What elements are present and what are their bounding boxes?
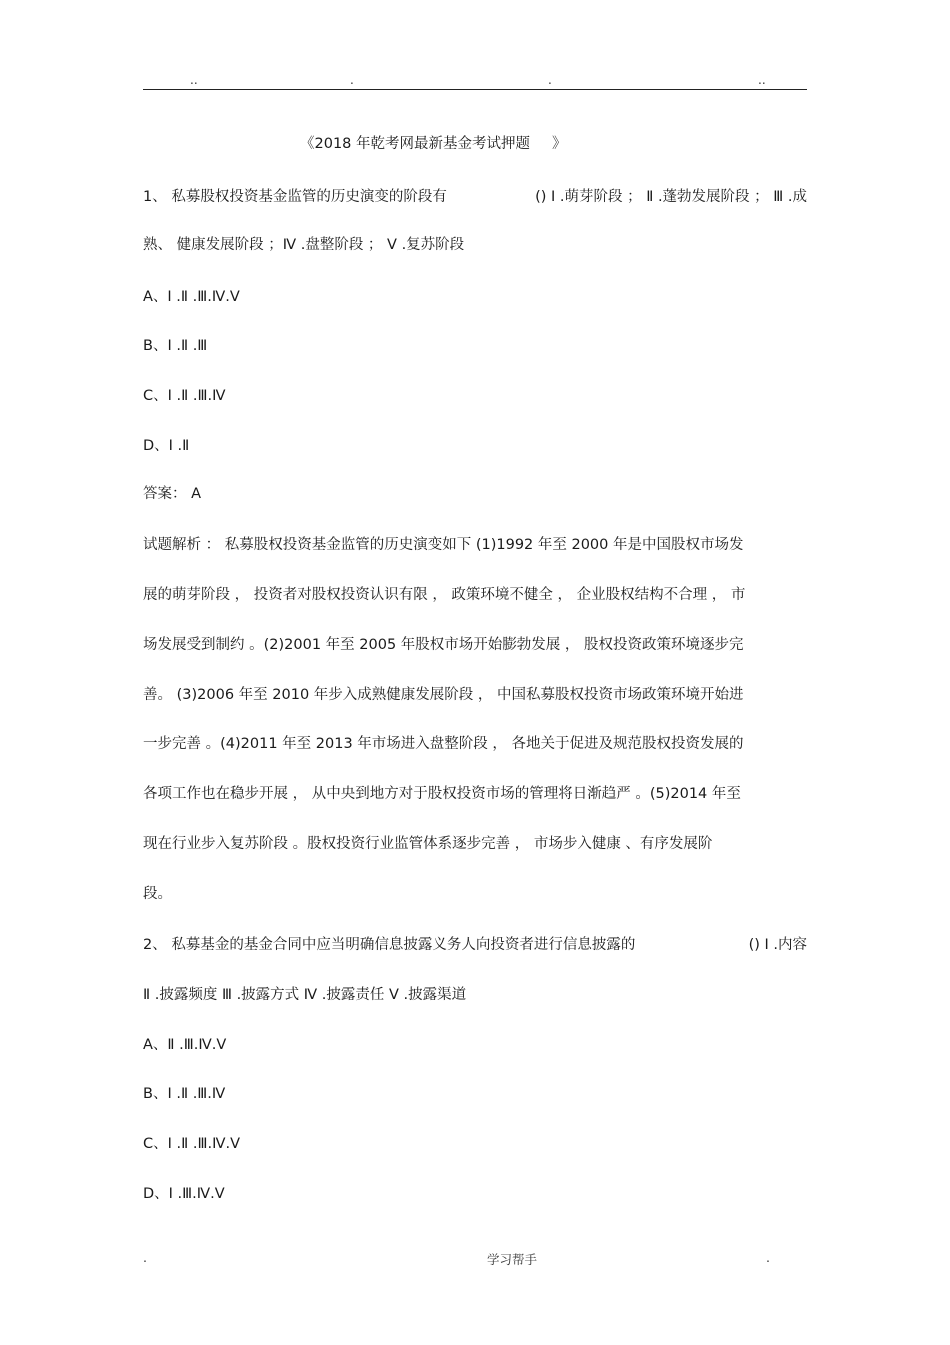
analysis-line: 展的萌芽阶段 ， 投资者对股权投资认识有限 ， 政策环境不健全 ， 企业股权结构不合理 ， 市 (143, 587, 746, 603)
question-1-option-c: C、Ⅰ .Ⅱ .Ⅲ.Ⅳ (143, 388, 226, 404)
analysis-line: 场发展受到制约 。(2)2001 年至 2005 年股权市场开始膨勃发展 ， 股权投资政策环境逐步完 (143, 637, 744, 653)
analysis-line: 试题解析 ： 私募股权投资基金监管的历史演变如下 (1)1992 年至 2000 年是中国股权市场发 (143, 537, 744, 553)
question-1-stem-continued: () Ⅰ .萌芽阶段 ； Ⅱ .蓬勃发展阶段 ； Ⅲ .成 (535, 189, 807, 205)
header-dot: . (548, 73, 552, 87)
analysis-line: 一步完善 。(4)2011 年至 2013 年市场进入盘整阶段 ， 各地关于促进及规范股权投资发展的 (143, 736, 744, 752)
question-1-option-d: D、Ⅰ .Ⅱ (143, 438, 190, 454)
question-2-option-a: A、Ⅱ .Ⅲ.Ⅳ.Ⅴ (143, 1037, 227, 1053)
page-title (300, 132, 567, 153)
title-close-bracket: 》 (552, 136, 567, 152)
analysis-line: 各项工作也在稳步开展 ， 从中央到地方对于股权投资市场的管理将日渐趋严 。(5)2014 年至 (143, 786, 741, 802)
question-1-option-a: A、Ⅰ .Ⅱ .Ⅲ.Ⅳ.Ⅴ (143, 289, 240, 305)
question-2-line-1 (143, 933, 807, 954)
footer-dot-left: . (143, 1250, 147, 1265)
question-2-stem-continued: () Ⅰ .内容 (748, 937, 807, 953)
footer-dot-right: . (766, 1250, 770, 1265)
analysis-line: 现在行业步入复苏阶段 。股权投资行业监管体系逐步完善 ， 市场步入健康 、有序发展阶 (143, 836, 713, 852)
question-2-option-d: D、Ⅰ .Ⅲ.Ⅳ.Ⅴ (143, 1186, 225, 1202)
header-rule (143, 89, 807, 90)
question-1-option-b: B、Ⅰ .Ⅱ .Ⅲ (143, 338, 208, 354)
question-2-option-b: B、Ⅰ .Ⅱ .Ⅲ.Ⅳ (143, 1086, 226, 1102)
question-2-line-2: Ⅱ .披露频度 Ⅲ .披露方式 Ⅳ .披露责任 Ⅴ .披露渠道 (143, 987, 467, 1003)
question-1-stem: 1、 私募股权投资基金监管的历史演变的阶段有 (143, 189, 447, 205)
question-2-stem: 2、 私募基金的基金合同中应当明确信息披露义务人向投资者进行信息披露的 (143, 937, 636, 953)
question-2-option-c: C、Ⅰ .Ⅱ .Ⅲ.Ⅳ.Ⅴ (143, 1136, 240, 1152)
question-1-answer: 答案： A (143, 486, 202, 502)
header-dot: .. (190, 73, 198, 87)
footer-text: 学习帮手 (487, 1252, 538, 1267)
analysis-line: 善。 (3)2006 年至 2010 年步入成熟健康发展阶段 ， 中国私募股权投资市场政策环境开始进 (143, 687, 744, 703)
header-dot: . (350, 73, 354, 87)
header-dot: .. (758, 73, 766, 87)
question-1-line-2: 熟、 健康发展阶段 ；Ⅳ .盘整阶段 ； Ⅴ .复苏阶段 (143, 237, 465, 253)
analysis-line: 段。 (143, 886, 172, 902)
title-text: 《2018 年乾考网最新基金考试押题 (300, 136, 531, 152)
question-1-line-1 (143, 185, 807, 206)
